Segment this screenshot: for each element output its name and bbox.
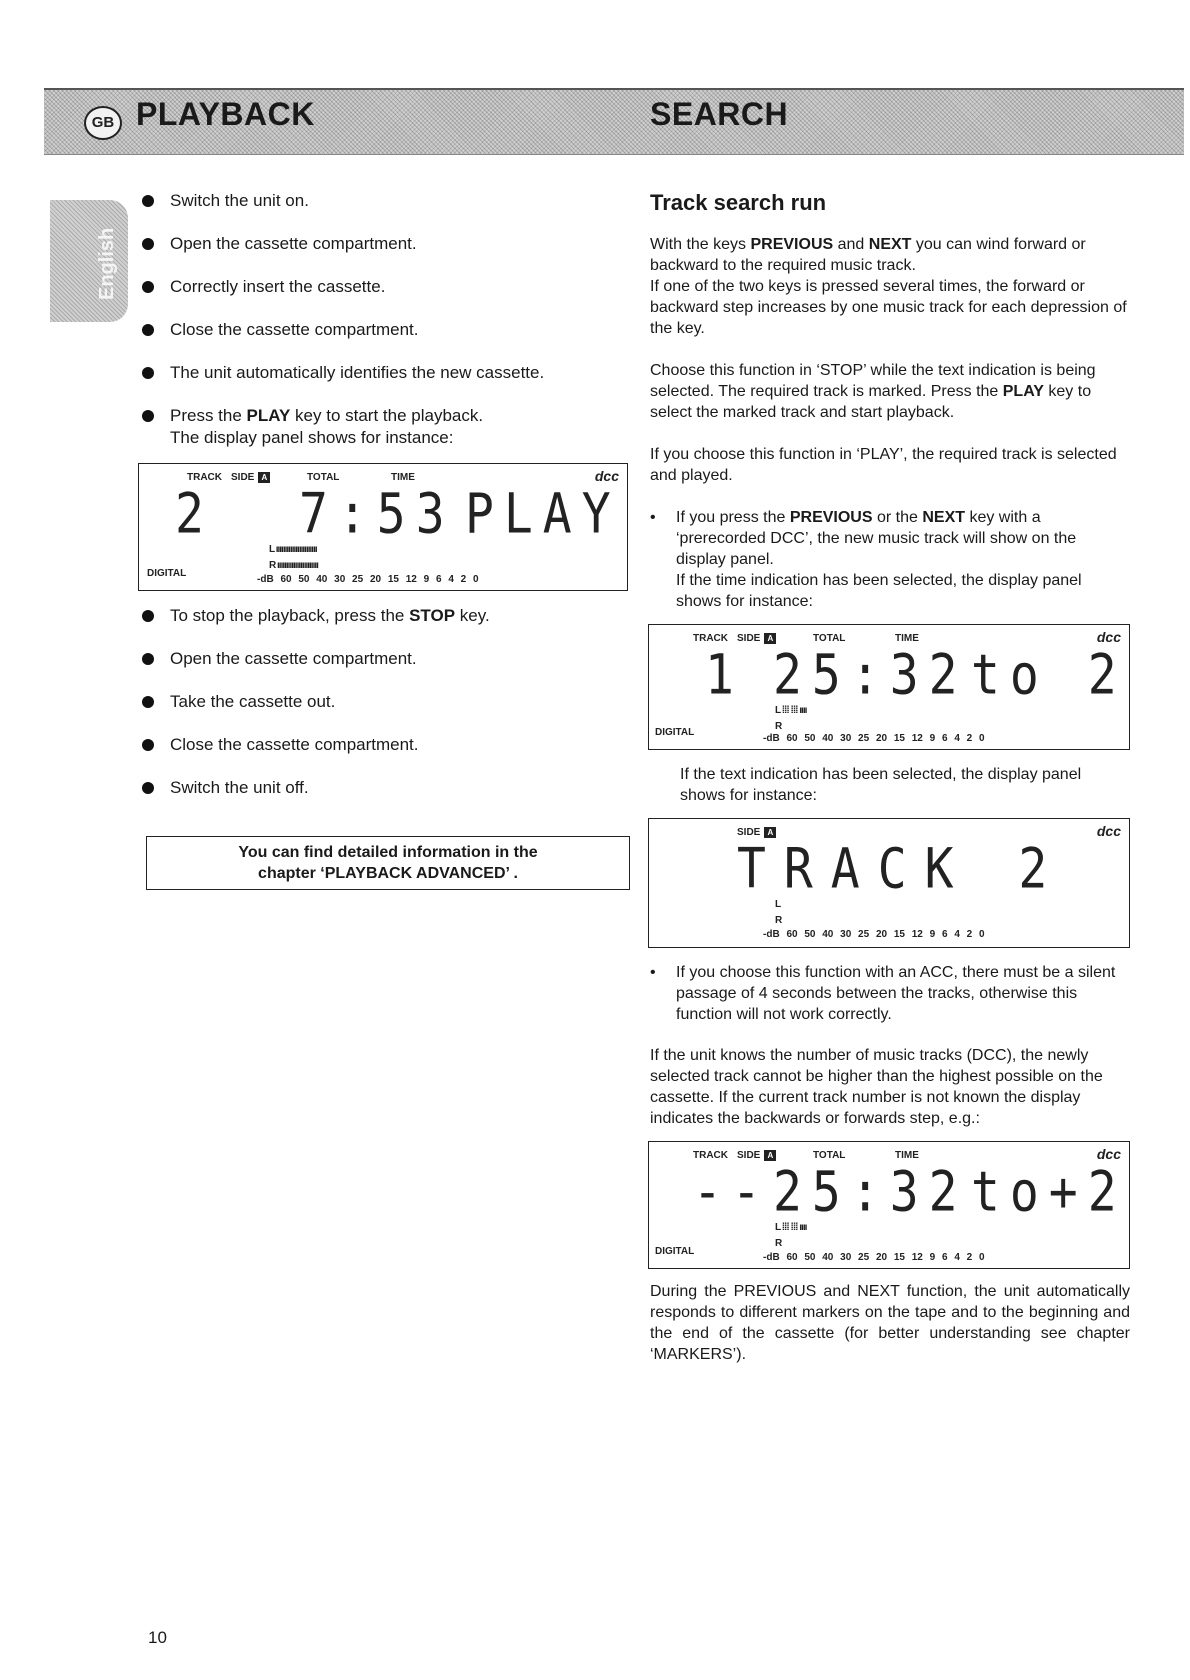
panel-side-label: SIDE A [737,827,776,838]
digital-label: DIGITAL [655,727,695,738]
paragraph-stop-mode: Choose this function in ‘STOP’ while the text indication is being selected. The required track is marked. Press the PLAY key to select the marked track and start playback. [650,362,1096,421]
step-press-play [140,405,630,449]
play-step-line2: The display panel shows for instance: [170,428,454,447]
step-stop: To stop the playback, press the STOP key. [140,605,630,627]
previous-key-label: PREVIOUS [750,236,834,253]
playback-steps-list [140,190,630,449]
note-line-1: You can find detailed information in the [238,844,538,861]
display-time-digits: 25:32 [773,1160,968,1225]
bullet-acc: • If you choose this function with an ACC, there must be a silent passage of 4 seconds between the tracks, otherwise this function will not work correctly. [650,962,1130,1025]
db-scale: -dB 60 50 40 30 25 20 15 12 9 6 4 2 0 [763,1252,985,1263]
dcc-logo: dcc [1096,823,1121,839]
side-indicator: A [258,472,270,483]
note-line-2: chapter ‘PLAYBACK ADVANCED’ . [258,865,518,882]
level-meter-right: R [775,1238,782,1249]
panel-time-label: TIME [895,633,919,644]
level-meter-right: R [775,915,782,926]
display-panel-time [648,624,1130,750]
level-meter-left: L ııııııııııııııııııııııı [269,544,317,555]
digital-label: DIGITAL [655,1246,695,1257]
play-step-pre: Press the [170,406,247,425]
digital-label: DIGITAL [147,568,187,579]
display-time-digits: 7:53 [299,482,455,547]
header-banner [44,88,1184,155]
step-switch-on: Switch the unit on. [140,190,630,212]
step-open-compartment-2: Open the cassette compartment. [140,648,630,670]
paragraph-unknown-track: If the unit knows the number of music tracks (DCC), the newly selected track cannot be higher than the highest possible on the cassette. If the current track number is not known the display indicates the backwards or forwards step, e.g.: [650,1047,1103,1127]
display-panel-step [648,1141,1130,1269]
db-scale: -dB 60 50 40 30 25 20 15 12 9 6 4 2 0 [763,733,985,744]
page-number: 10 [148,1628,167,1647]
step-close-compartment-2: Close the cassette compartment. [140,734,630,756]
db-scale: -dB 60 50 40 30 25 20 15 12 9 6 4 2 0 [257,574,479,585]
panel-track-label: TRACK [693,633,728,644]
left-column [140,190,630,820]
db-scale: -dB 60 50 40 30 25 20 15 12 9 6 4 2 0 [763,929,985,940]
level-meter-right: R ııııııııııııııııııııııı [269,560,318,571]
paragraph-markers: During the PREVIOUS and NEXT function, the unit automatically responds to different markers on the tape and to the beginning and the end of the cassette (for better understanding see chapter ‘MARKERS’). [650,1283,1130,1363]
display-time-digits: 25:32 [773,643,968,708]
panel-side-label: SIDE A [737,1150,776,1161]
play-key-label: PLAY [246,406,291,425]
level-meter-right: R [775,721,782,732]
display-panel-text [648,818,1130,948]
panel-track-label: TRACK [693,1150,728,1161]
section-title-search: SEARCH [650,96,789,132]
note-box [146,836,630,890]
step-insert-cassette: Correctly insert the cassette. [140,276,630,298]
level-meter-left: L ⁞⁞⁞ ⁞⁞⁞ ıııı [775,705,807,716]
dcc-logo: dcc [594,468,619,484]
display-track-digits: 1 [705,643,744,708]
display-text-digits: to 2 [971,643,1127,708]
panel-time-label: TIME [391,472,415,483]
panel-time-label: TIME [895,1150,919,1161]
panel-total-label: TOTAL [307,472,340,483]
gb-language-badge: GB [84,106,122,140]
section-title-playback: PLAYBACK [136,96,315,132]
step-take-out: Take the cassette out. [140,691,630,713]
play-key-label-2: PLAY [1002,383,1044,400]
level-meter-left: L ⁞⁞⁞ ⁞⁞⁞ ıııı [775,1222,807,1233]
display-text-digits: to+2 [971,1160,1127,1225]
panel-total-label: TOTAL [813,633,846,644]
language-tab-label: English [96,227,118,300]
side-indicator: A [764,633,776,644]
dcc-logo: dcc [1096,629,1121,645]
panel-total-label: TOTAL [813,1150,846,1161]
panel-side-label: SIDE A [231,472,270,483]
display-track-digits: 2 [175,482,214,547]
step-auto-identify: The unit automatically identifies the new cassette. [140,362,630,384]
level-meter-left: L [775,899,781,910]
stop-steps-list [140,605,630,799]
step-open-compartment: Open the cassette compartment. [140,233,630,255]
panel-side-label: SIDE A [737,633,776,644]
paragraph-play-mode: If you choose this function in ‘PLAY’, the required track is selected and played. [650,446,1117,484]
next-key-label: NEXT [868,236,912,253]
display-track-digits: -- [693,1160,771,1225]
play-step-post: key to start the playback. [290,406,484,425]
dcc-logo: dcc [1096,1146,1121,1162]
paragraph-keys: With the keys PREVIOUS and NEXT you can wind forward or backward to the required music track. If one of the two keys is pressed several times, the forward or backward step increases by one music track for each depression of the key. [650,236,1127,337]
panel-track-label: TRACK [187,472,222,483]
step-switch-off: Switch the unit off. [140,777,630,799]
bullet-prerecorded: • If you press the PREVIOUS or the NEXT key with a ‘prerecorded DCC’, the new music track will show on the display panel. If the time indication has been selected, the display panel shows for instance: [650,507,1130,612]
side-indicator: A [764,827,776,838]
display-text-digits: TRACK 2 [737,837,1066,902]
stop-key-label: STOP [409,606,456,625]
display-text-digits: PLAY [465,482,621,547]
display-panel-play [138,463,628,591]
side-indicator: A [764,1150,776,1161]
track-search-heading: Track search run [650,190,827,215]
paragraph-text-indication: If the text indication has been selected, the display panel shows for instance: [680,766,1082,804]
right-column [650,190,1130,1386]
step-close-compartment: Close the cassette compartment. [140,319,630,341]
